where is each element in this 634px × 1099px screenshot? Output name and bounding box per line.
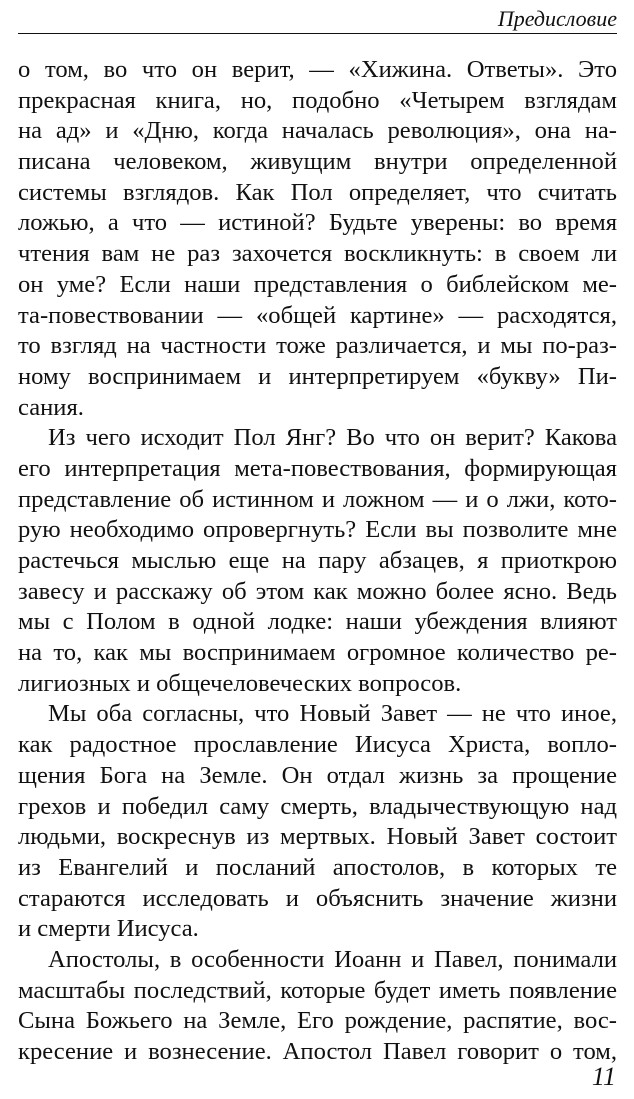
text-line: то взгляд на частности тоже различается, и мы по-раз- (18, 332, 617, 360)
text-line: завесу и расскажу об этом как можно более ясно. Ведь (18, 577, 617, 605)
text-line: чтения вам не раз захочется воскликнуть: в своем ли (18, 240, 617, 268)
text-line: ложью, а что — истиной? Будьте уверены: во время (18, 209, 617, 237)
running-head-title: Предисловие (497, 6, 617, 31)
text-line: масштабы последствий, которые будет иметь появление (18, 976, 617, 1004)
text-line: прекрасная книга, но, подобно «Четырем взглядам (18, 86, 617, 114)
text-line: рую необходимо опровергнуть? Если вы позволите мне (18, 516, 617, 544)
text-line: людьми, воскреснув из мертвых. Новый Завет состоит (18, 823, 617, 851)
text-line: грехов и победил саму смерть, владычествующую над (18, 792, 617, 820)
text-line: Сына Божьего на Земле, Его рождение, распятие, вос- (18, 1007, 617, 1035)
text-line: ному воспринимаем и интерпретируем «букву» Пи- (18, 362, 617, 390)
paragraph (18, 423, 617, 699)
text-line: о том, во что он верит, — «Хижина. Ответы». Это (18, 56, 617, 83)
paragraph (18, 945, 617, 1068)
paragraph (18, 699, 617, 945)
text-line: Апостолы, в особенности Иоанн и Павел, понимали (48, 945, 617, 973)
text-line: представление об истинном и ложном — и о лжи, кото- (18, 485, 617, 513)
body-text (18, 55, 617, 1068)
text-line: на ад» и «Дню, когда началась революция», она на- (18, 117, 617, 145)
text-line: кресение и вознесение. Апостол Павел говорит о том, (18, 1038, 617, 1065)
text-line: лигиозных и общечеловеческих вопросов. (18, 669, 462, 697)
paragraph (18, 55, 617, 423)
text-line: стараются исследовать и объяснить значение жизни (18, 884, 617, 912)
text-line: растечься мыслью еще на пару абзацев, я приоткрою (18, 547, 617, 574)
text-line: щения Бога на Земле. Он отдал жизнь за прощение (18, 761, 617, 789)
header-rule (18, 33, 617, 34)
text-line: Из чего исходит Пол Янг? Во что он верит? Какова (48, 424, 617, 452)
text-line: он уме? Если наши представления о библейском ме- (18, 270, 617, 298)
text-line: та-повествовании — «общей картине» — расходятся, (18, 301, 617, 329)
text-line: системы взглядов. Как Пол определяет, что считать (18, 178, 617, 206)
page-number: 11 (591, 1062, 616, 1091)
text-line: мы с Полом в одной лодке: наши убеждения влияют (18, 608, 617, 636)
text-line: Мы оба согласны, что Новый Завет — не что иное, (48, 700, 617, 728)
text-line: на то, как мы воспринимаем огромное количество ре- (18, 639, 617, 667)
text-line: как радостное прославление Иисуса Христа, вопло- (18, 731, 617, 759)
text-line: сания. (18, 393, 84, 421)
text-line: писана человеком, живущим внутри определенной (18, 148, 617, 176)
text-line: и смерти Иисуса. (18, 915, 199, 943)
text-line: из Евангелий и посланий апостолов, в которых те (18, 853, 617, 881)
text-line: его интерпретация мета-повествования, формирующая (18, 454, 617, 482)
